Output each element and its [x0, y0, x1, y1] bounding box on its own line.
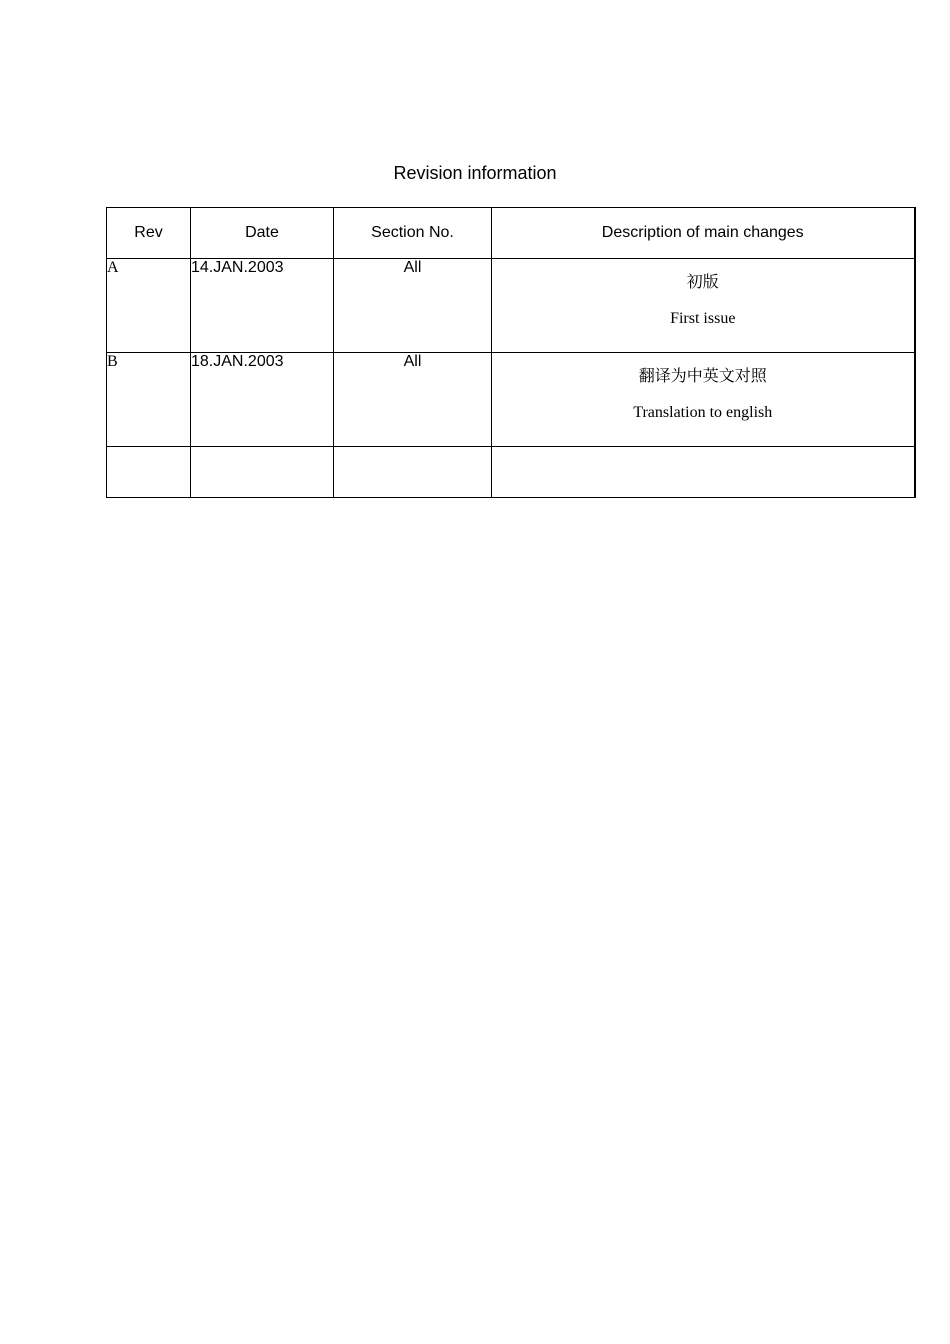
- description-cell: [492, 447, 915, 498]
- section-cell: All: [334, 353, 492, 447]
- header-section-no: Section No.: [334, 208, 492, 259]
- table-row: [107, 353, 915, 447]
- description-cell: [492, 259, 915, 353]
- description-english: Translation to english: [633, 404, 773, 421]
- table-header-row: [107, 208, 915, 259]
- header-date: Date: [191, 208, 334, 259]
- header-rev: Rev: [107, 208, 191, 259]
- rev-cell: A: [107, 259, 191, 353]
- date-cell: 14.JAN.2003: [191, 259, 334, 353]
- date-cell: 18.JAN.2003: [191, 353, 334, 447]
- rev-cell: B: [107, 353, 191, 447]
- rev-cell: [107, 447, 191, 498]
- revision-table: [106, 207, 916, 498]
- table-row: [107, 259, 915, 353]
- table-row: [107, 447, 915, 498]
- header-description: Description of main changes: [492, 208, 915, 259]
- description-chinese: 翻译为中英文对照: [638, 368, 767, 385]
- description-english: First issue: [670, 310, 736, 327]
- page-title: Revision information: [393, 163, 557, 183]
- description-chinese: 初版: [686, 274, 719, 291]
- section-cell: All: [334, 259, 492, 353]
- section-cell: [334, 447, 492, 498]
- date-cell: [191, 447, 334, 498]
- description-cell: [492, 353, 915, 447]
